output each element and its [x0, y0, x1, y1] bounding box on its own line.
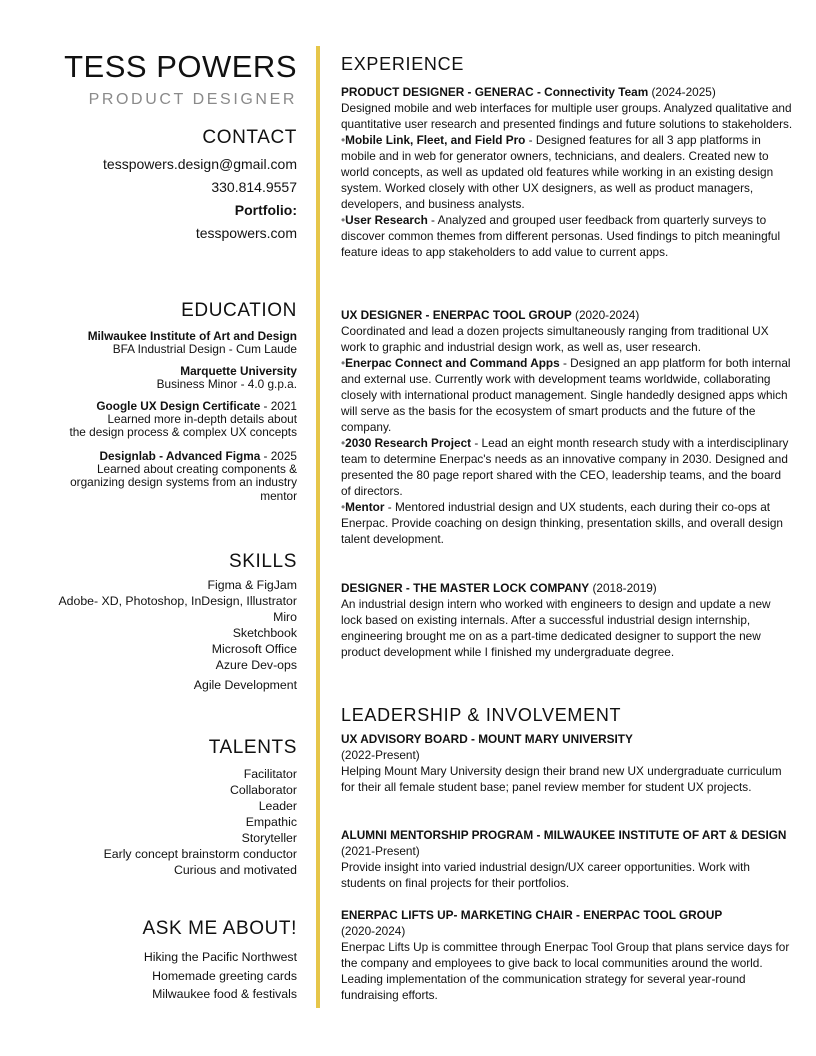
candidate-role: PRODUCT DESIGNER	[88, 91, 297, 108]
leadership-title: ENERPAC LIFTS UP- MARKETING CHAIR - ENERPAC TOOL GROUP	[341, 908, 723, 922]
talent-item: Early concept brainstorm conductor	[103, 847, 297, 861]
talents-list	[27, 766, 297, 878]
skill-item: Agile Development	[193, 678, 297, 692]
job-summary: Designed mobile and web interfaces for multiple user groups. Analyzed qualitative and quantitative user research and presented findings and future solutions to stakeholders.	[341, 101, 793, 131]
skill-item: Azure Dev-ops	[215, 658, 297, 672]
education-detail: Learned about creating components &	[96, 462, 297, 477]
bullet-text: - Designed features for all 3 app platforms in mobile and in web for generator owners, technicians, and dealers. Created new to world concepts, as well as updated old features while working in an existing design system. Worked closely with other UX designers, as well as product managers, developers, and business analysts.	[341, 133, 774, 211]
leadership-entry	[341, 907, 793, 1003]
job-dates: (2024-2025)	[648, 85, 716, 99]
leadership-entry	[341, 731, 793, 795]
job-dates: (2020-2024)	[571, 308, 640, 322]
talent-item: Empathic	[245, 815, 297, 829]
ask-item: Milwaukee food & festivals	[152, 987, 297, 1001]
talent-item: Curious and motivated	[173, 863, 297, 877]
talent-item: Facilitator	[243, 767, 297, 781]
education-title: Designlab - Advanced Figma	[99, 449, 261, 463]
job-entry	[341, 307, 793, 547]
bullet-label: User Research	[345, 213, 428, 227]
job-title: PRODUCT DESIGNER - GENERAC - Connectivity Team	[341, 85, 649, 99]
job-bullet: •Mentor - Mentored industrial design and UX students, each during their co-ops at Enerpac. Provide coaching on design thinking, presentation skills, and overall design talent development.	[341, 500, 783, 546]
bullet-label: Enerpac Connect and Command Apps	[345, 356, 560, 370]
bullet-text: - Designed an app platform for both internal and external use. Currently work with development teams worldwide, collaborating closely with international product management. Single handedly designed apps which will serve as the basis for the ecosystem of smart products and the future of the company.	[341, 356, 791, 434]
ask-item: Homemade greeting cards	[152, 968, 297, 983]
skill-item: Microsoft Office	[211, 642, 297, 656]
talent-item: Collaborator	[230, 783, 297, 797]
education-title: Marquette University	[180, 364, 297, 378]
leadership-text: Helping Mount Mary University design their brand new UX undergraduate curriculum for their all female student base; panel review member for student UX projects.	[341, 764, 782, 794]
education-item	[27, 365, 297, 391]
candidate-name: TESS POWERS	[64, 49, 297, 84]
education-detail: BFA Industrial Design - Cum Laude	[112, 342, 297, 357]
bullet-label: Mentor	[345, 500, 385, 514]
leadership-dates: (2020-2024)	[341, 924, 406, 938]
job-title: DESIGNER - THE MASTER LOCK COMPANY	[341, 581, 590, 595]
job-summary: An industrial design intern who worked with engineers to design and update a new lock based on existing internals. After a successful industrial design internship, engineering brought me on as a part-time dedicated designer to support the new product development while I finished my undergraduate degree.	[341, 597, 771, 659]
job-summary: Coordinated and lead a dozen projects simultaneously ranging from traditional UX work to graphic and industrial design work, as well as, user research.	[341, 324, 769, 354]
education-detail: Business Minor - 4.0 g.p.a.	[156, 377, 297, 392]
phone-number: 330.814.9557	[211, 179, 297, 195]
leadership-text: Enerpac Lifts Up is committee through Enerpac Tool Group that plans service days for the company and employees to give back to local communities around the world. Leading implementation of the communication strategy for several year-round fundraising efforts.	[341, 940, 790, 1002]
talent-item: Leader	[258, 799, 297, 813]
job-bullet: •2030 Research Project - Lead an eight month research study with a interdisciplinary team to determine Enerpac's needs as an innovative company in 2030. Designed and presented the 80 page report shared with the CEO, leadership teams, and the board of directors.	[341, 436, 789, 498]
leadership-dates: (2021-Present)	[341, 844, 420, 858]
contact-heading: CONTACT	[202, 127, 297, 148]
education-year: - 2021	[260, 399, 297, 413]
portfolio-label: Portfolio:	[234, 202, 297, 218]
talents-heading: TALENTS	[208, 737, 297, 758]
portfolio-link[interactable]: tesspowers.com	[195, 225, 297, 241]
bullet-text: - Analyzed and grouped user feedback from quarterly surveys to discover common themes from different personas. Used findings to pitch meaningful feature ideas to app stakeholders to add value to current apps.	[341, 213, 781, 259]
job-dates: (2018-2019)	[589, 581, 657, 595]
leadership-entry	[341, 827, 793, 891]
leadership-dates: (2022-Present)	[341, 748, 420, 762]
education-year: - 2025	[260, 449, 297, 463]
education-title: Milwaukee Institute of Art and Design	[87, 329, 297, 343]
education-detail: organizing design systems from an industry	[70, 475, 297, 490]
skill-item: Figma & FigJam	[207, 578, 297, 592]
bullet-text: - Lead an eight month research study with a interdisciplinary team to determine Enerpac's needs as an innovative company in 2030. Designed and presented the 80 page report shared with the CEO, leadership teams, and the board of directors.	[341, 436, 789, 498]
bullet-label: 2030 Research Project	[345, 436, 472, 450]
ask-heading: ASK ME ABOUT!	[142, 918, 297, 939]
leadership-title: UX ADVISORY BOARD - MOUNT MARY UNIVERSITY	[341, 732, 633, 746]
bullet-label: Mobile Link, Fleet, and Field Pro	[345, 133, 526, 147]
education-item	[27, 330, 297, 356]
education-heading: EDUCATION	[181, 300, 297, 321]
skill-item: Sketchbook	[232, 626, 297, 640]
job-bullet: •Enerpac Connect and Command Apps - Designed an app platform for both internal and external use. Currently work with development teams worldwide, collaborating closely with international product management. Single handedly designed apps which will serve as the basis for the ecosystem of smart products and the future of the company.	[341, 356, 791, 434]
experience-heading: EXPERIENCE	[341, 54, 465, 74]
bullet-text: - Mentored industrial design and UX students, each during their co-ops at Enerpac. Provide coaching on design thinking, presentation skills, and overall design talent development.	[341, 500, 783, 546]
skill-item: Miro	[273, 610, 297, 624]
skill-item: Adobe- XD, Photoshop, InDesign, Illustrator	[58, 594, 297, 608]
skills-list	[27, 577, 297, 693]
talent-item: Storyteller	[241, 831, 297, 845]
job-title: UX DESIGNER - ENERPAC TOOL GROUP	[341, 308, 572, 322]
education-title: Google UX Design Certificate	[96, 399, 261, 413]
education-detail: the design process & complex UX concepts	[69, 425, 297, 440]
email-link[interactable]: tesspowers.design@gmail.com	[103, 156, 297, 172]
column-divider	[316, 46, 320, 1008]
job-entry	[341, 580, 793, 660]
education-detail: Learned more in-depth details about	[107, 412, 297, 427]
ask-item: Hiking the Pacific Northwest	[143, 950, 297, 964]
job-bullet: •User Research - Analyzed and grouped user feedback from quarterly surveys to discover common themes from different personas. Used findings to pitch meaningful feature ideas to app stakeholders to add value to current apps.	[341, 213, 781, 259]
skills-heading: SKILLS	[228, 551, 297, 572]
education-item	[27, 450, 297, 503]
leadership-heading: LEADERSHIP & INVOLVEMENT	[341, 705, 622, 725]
job-bullet: •Mobile Link, Fleet, and Field Pro - Designed features for all 3 app platforms in mobile and in web for generator owners, technicians, and dealers. Created new to world concepts, as well as updated old features while working in an existing design system. Worked closely with other UX designers, as well as product managers, developers, and business analysts.	[341, 133, 774, 211]
education-detail: mentor	[260, 488, 297, 503]
ask-list	[27, 948, 297, 1004]
job-entry	[341, 84, 793, 260]
education-item	[27, 400, 297, 440]
leadership-title: ALUMNI MENTORSHIP PROGRAM - MILWAUKEE INSTITUTE OF ART & DESIGN	[341, 828, 787, 842]
leadership-text: Provide insight into varied industrial design/UX career opportunities. Work with students on final projects for their portfolios.	[341, 860, 750, 890]
